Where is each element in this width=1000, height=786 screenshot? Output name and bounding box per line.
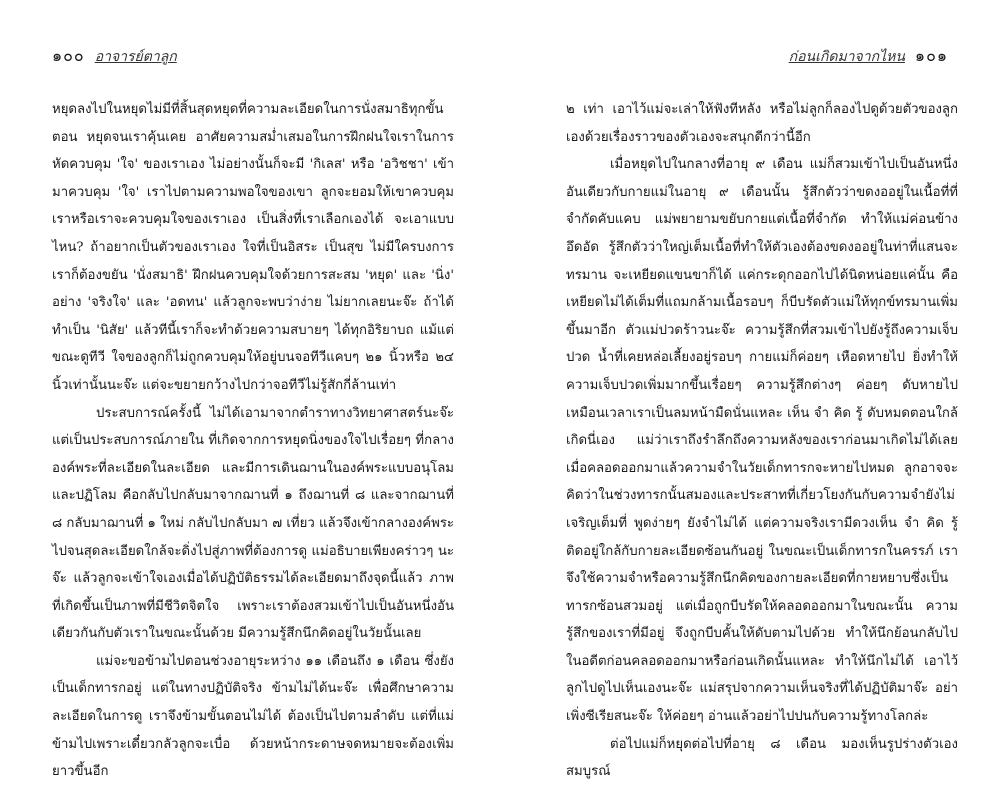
page-number: ๑๐๑ (914, 46, 948, 65)
paragraph: เมื่อหยุดไปในกลางที่อายุ ๙ เดือน แม่ก็สวมเข้าไปเป็นอันหนึ่งอันเดียวกับกายแม่ในอายุ ๙ เดือนนั้น รู้สึกตัวว่าขดงออยู่ในเนื้อที่ที่จำกัดคับแคบ แม่พยายามขยับกายแต่เนื้อที่จำกัด ทำให้แม่ค่อนข้างอึดอัด รู้สึกตัวว่าใหญ่เต็มเนื้อที่ทำให้ตัวเองต้องขดงออยู่ในท่าที่แสนจะทรมาน จะเหยียดแขนขาก็ได้ แค่กระดุกออกไปได้นิดหน่อยแค่นั้น คือเหยียดไม่ได้เต็มที่แถมกล้ามเนื้อรอบๆ ก็บีบรัดตัวแม่ให้ทุกข์ทรมานเพิ่มขึ้นมาอีก ตัวแม่ปวดร้าวนะจ๊ะ ความรู้สึกที่สวมเข้าไปยังรู้ถึงความเจ็บปวด น้ำที่เคยหล่อเลี้ยงอยู่รอบๆ กายแม่ก็ค่อยๆ เหือดหายไป ยิ่งทำให้ความเจ็บปวดเพิ่มมากขึ้นเรื่อยๆ ความรู้สึกต่างๆ ค่อยๆ ดับหายไป เหมือนเวลาเราเป็นลมหน้ามืดนั่นแหละ เห็น จำ คิด รู้ ดับหมดตอนใกล้เกิดนี่เอง แม่ว่าเราถึงรำลึกถึงความหลังของเราก่อนมาเกิดไม่ได้เลย เมื่อคลอดออกมาแล้วความจำในวัยเด็กทารกจะหายไปหมด ลูกอาจจะคิดว่าในช่วงทารกนั้นสมองและประสาทที่เกี่ยวโยงกันกับความจำยังไม่เจริญเต็มที่ พูดง่ายๆ ยังจำไม่ได้ แต่ความจริงเรามีดวงเห็น จำ คิด รู้ ติดอยู่ใกล้กับกายละเอียดซ้อนกันอยู่ ในขณะเป็นเด็กทารกในครรภ์ เราจึงใช้ความจำหรือความรู้สึกนึกคิดของกายละเอียดที่กายหยาบซึ่งเป็นทารกซ้อนสวมอยู่ แต่เมื่อถูกบีบรัดให้คลอดออกมาในขณะนั้น ความรู้สึกของเราที่มีอยู่ จึงถูกบีบคั้นให้ดับตามไปด้วย ทำให้นึกย้อนกลับไปในอดีตก่อนคลอดออกมาหรือก่อนเกิดนั้นแหละ ทำให้นึกไม่ได้ เอาไว้ลูกไปดูไปเห็นเองนะจ๊ะ แม่สรุปจากความเห็นจริงที่ได้ปฏิบัติมาจ๊ะ อย่าเพิ่งซีเรียสนะจ๊ะ ให้ค่อยๆ อ่านแล้วอย่าไปปนกับความรู้ทางโลกล่ะ (566, 157, 958, 725)
left-page-body (52, 96, 454, 786)
right-page-header (789, 44, 948, 64)
page-number: ๑๐๐ (52, 46, 85, 65)
paragraph: ประสบการณ์ครั้งนี้ ไม่ได้เอามาจากตำราทางวิทยาศาสตร์นะจ๊ะ แต่เป็นประสบการณ์ภายใน ที่เกิดจากการหยุดนิ่งของใจไปเรื่อยๆ ที่กลางองค์พระที่ละเอียดในละเอียด และมีการเดินฌานในองค์พระแบบอนุโลม และปฏิโลม คือกลับไปกลับมาจากฌานที่ ๑ ถึงฌานที่ ๘ และจากฌานที่ ๘ กลับมาฌานที่ ๑ ใหม่ กลับไปกลับมา ๗ เที่ยว แล้วจึงเข้ากลางองค์พระไปจนสุดละเอียดใกล้จะดิ่งไปสู่ภาพที่ต้องการดู แม่อธิบายเพียงคร่าวๆ นะจ๊ะ แล้วลูกจะเข้าใจเองเมื่อได้ปฏิบัติธรรมได้ละเอียดมาถึงจุดนี้แล้ว ภาพที่เกิดขึ้นเป็นภาพที่มีชีวิตจิตใจ เพราะเราต้องสวมเข้าไปเป็นอันหนึ่งอันเดียวกันกับตัวเราในขณะนั้นด้วย มีความรู้สึกนึกคิดอยู่ในวัยนั้นเลย (52, 405, 454, 642)
right-page (500, 0, 1000, 780)
running-title: ก่อนเกิดมาจากไหน (788, 49, 905, 65)
left-page-header (52, 44, 177, 64)
right-page-body (566, 96, 958, 786)
running-title: อาจารย์ตาลูก (94, 49, 177, 65)
paragraph: ต่อไปแม่ก็หยุดต่อไปที่อายุ ๘ เดือน มองเห็นรูปร่างตัวเองสมบูรณ์ (566, 736, 958, 780)
left-page (0, 0, 500, 780)
paragraph: หยุดลงไปในหยุดไม่มีที่สิ้นสุดหยุดที่ความละเอียดในการนั่งสมาธิทุกขั้นตอน หยุดจนเราคุ้นเคย อาศัยความสม่ำเสมอในการฝึกฝนใจเราในการหัดควบคุม 'ใจ' ของเราเอง ไม่อย่างนั้นก็จะมี 'กิเลส' หรือ 'อวิชชา' เข้ามาควบคุม 'ใจ' เราไปตามความพอใจของเขา ลูกจะยอมให้เขาควบคุมเราหรือเราจะควบคุมใจของเราเอง เป็นสิ่งที่เราเลือกเองได้ จะเอาแบบไหน? ถ้าอยากเป็นตัวของเราเอง ใจที่เป็นอิสระ เป็นสุข ไม่มีใครบงการ เราก็ต้องขยัน 'นั่งสมาธิ' ฝึกฝนควบคุมใจด้วยการสะสม 'หยุด' และ 'นิ่ง' อย่าง 'จริงใจ' และ 'อดทน' แล้วลูกจะพบว่าง่าย ไม่ยากเลยนะจ๊ะ ถ้าได้ทำเป็น 'นิสัย' แล้วทีนี้เราก็จะทำด้วยความสบายๆ ได้ทุกอิริยาบถ แม้แต่ขณะดูทีวี ใจของลูกก็ไม่ถูกควบคุมให้อยู่บนจอทีวีแคบๆ ๒๑ นิ้วหรือ ๒๔ นิ้วเท่านั้นนะจ๊ะ แต่จะขยายกว้างไปกว่าจอทีวีไม่รู้สักกี่ล้านเท่า (52, 102, 454, 393)
paragraph: แม่จะขอข้ามไปตอนช่วงอายุระหว่าง ๑๑ เดือนถึง ๑ เดือน ซึ่งยังเป็นเด็กทารกอยู่ แต่ในทางปฏิบัติจริง ข้ามไม่ได้นะจ๊ะ เพื่อศึกษาความละเอียดในการดู เราจึงข้ามขั้นตอนไม่ได้ ต้องเป็นไปตามลำดับ แต่ที่แม่ข้ามไปเพราะเดี๋ยวกลัวลูกจะเบื่อ ด้วยหน้ากระดาษจดหมายจะต้องเพิ่มยาวขึ้นอีก (52, 653, 454, 780)
paragraph: ๒ เท่า เอาไว้แม่จะเล่าให้ฟังทีหลัง หรือไม่ลูกก็ลองไปดูด้วยตัวของลูกเองด้วยเรื่องราวของตัวเองจะสนุกดีกว่านี้อีก (566, 102, 958, 145)
